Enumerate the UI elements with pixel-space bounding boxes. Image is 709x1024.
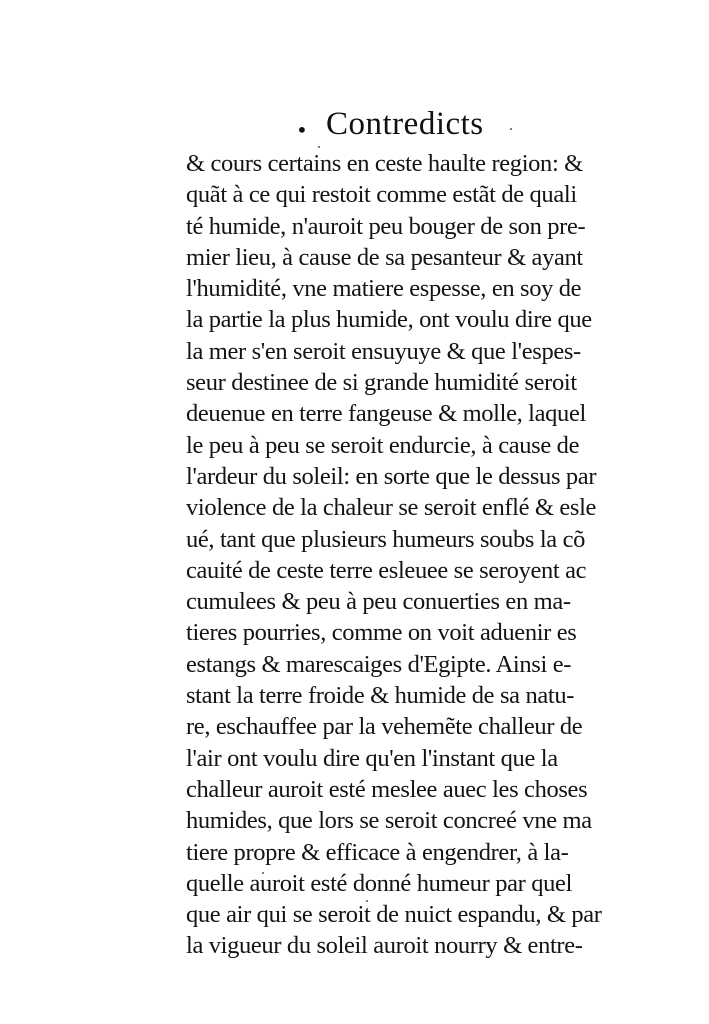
text-line: & cours certains en ceste haulte region: & (186, 150, 583, 177)
text-line: la vigueur du soleil auroit nourry & entre- (186, 932, 583, 960)
text-line: violence de la chaleur se seroit enflé & esle (186, 494, 597, 522)
text-line: quãt à ce qui restoit comme estãt de quali (186, 181, 577, 209)
text-line: cauité de ceste terre esleuee se seroyent ac (186, 556, 587, 584)
text-line: challeur auroit esté meslee auec les choses (186, 775, 588, 803)
text-line: tieres pourries, comme on voit aduenir es (186, 619, 577, 647)
header-ornament: • (296, 118, 308, 142)
text-line: re, eschauffee par la vehemẽte challeur de (186, 713, 583, 741)
text-line: l'ardeur du soleil: en sorte que le dessus par (186, 462, 597, 490)
text-line: tiere propre & efficace à engendrer, à la- (186, 838, 569, 866)
text-line: humides, que lors se seroit concreé vne ma (186, 807, 592, 835)
text-line: seur destinee de si grande humidité seroit (186, 369, 577, 397)
text-line: l'humidité, vne matiere espesse, en soy de (186, 275, 582, 303)
text-line: deuenue en terre fangeuse & molle, laquel (186, 400, 586, 428)
text-line: mier lieu, à cause de sa pesanteur & ayant (186, 243, 583, 271)
text-line: té humide, n'auroit peu bouger de son pre- (186, 212, 586, 240)
text-line: la partie la plus humide, ont voulu dire que (186, 306, 592, 334)
text-line: cumulees & peu à peu conuerties en ma- (186, 588, 571, 616)
text-line: que air qui se seroit de nuict espandu, & par (186, 901, 602, 929)
page-header (0, 102, 709, 148)
text-line: stant la terre froide & humide de sa natu- (186, 682, 575, 710)
text-line: ué, tant que plusieurs humeurs soubs la cõ (186, 525, 586, 553)
ink-speck (510, 128, 512, 130)
text-line: quelle auroit esté donné humeur par quel (186, 869, 573, 897)
main-text-block (186, 148, 626, 962)
text-line: le peu à peu se seroit endurcie, à cause de (186, 431, 580, 459)
text-line: l'air ont voulu dire qu'en l'instant que la (186, 744, 558, 772)
text-line: la mer s'en seroit ensuyuye & que l'espes- (186, 337, 581, 365)
running-title: Contredicts (326, 106, 484, 142)
text-line: estangs & marescaiges d'Egipte. Ainsi e- (186, 650, 572, 678)
